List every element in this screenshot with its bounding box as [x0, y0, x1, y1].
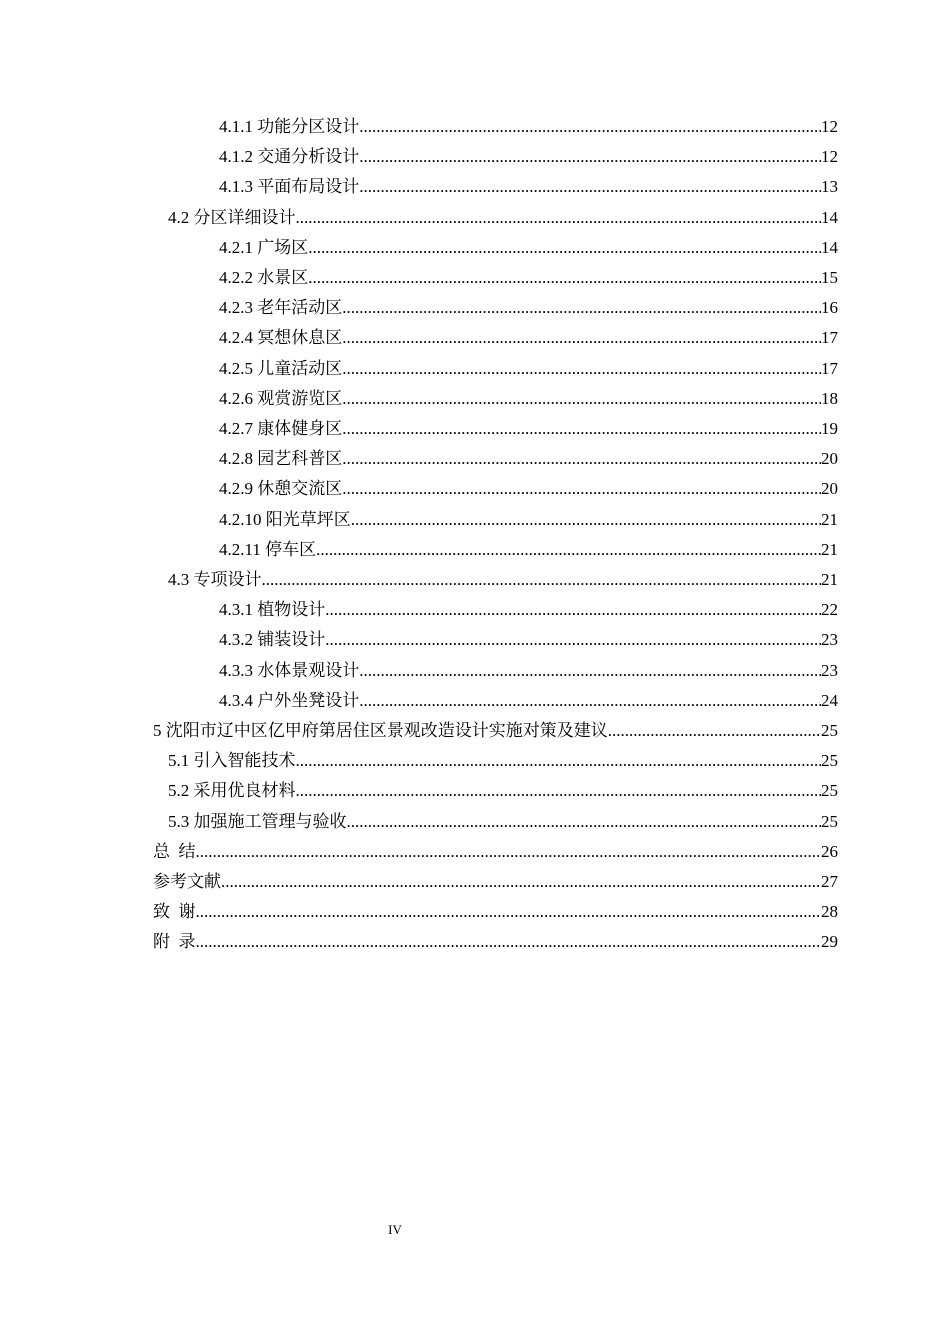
toc-leader-dots	[325, 625, 821, 655]
toc-leader-dots	[296, 203, 822, 233]
toc-leader-dots	[359, 142, 821, 172]
toc-entry-title: 4.2.4 冥想休息区	[219, 328, 343, 348]
toc-entry-title: 4.2.6 观赏游览区	[219, 388, 343, 408]
toc-entry-title: 附 录	[153, 932, 196, 952]
toc-entry-page: 25	[821, 811, 838, 831]
toc-entry[interactable]	[219, 505, 838, 535]
toc-leader-dots	[308, 233, 821, 263]
toc-entry-page: 23	[821, 660, 838, 680]
toc-entry-page: 24	[821, 690, 838, 710]
toc-entry-title: 4.3.2 铺装设计	[219, 630, 326, 650]
toc-entry[interactable]	[219, 263, 838, 293]
toc-leader-dots	[347, 807, 822, 837]
toc-entry[interactable]	[219, 233, 838, 263]
toc-entry[interactable]	[153, 716, 838, 746]
toc-entry-title: 4.2 分区详细设计	[168, 207, 296, 227]
toc-leader-dots	[359, 172, 821, 202]
toc-leader-dots	[325, 595, 821, 625]
toc-entry[interactable]	[168, 776, 838, 806]
toc-entry-page: 22	[821, 600, 838, 620]
toc-entry-title: 5.2 采用优良材料	[168, 781, 296, 801]
toc-entry-title: 4.3.1 植物设计	[219, 600, 326, 620]
toc-entry-page: 20	[821, 449, 838, 469]
toc-entry-title: 4.2.8 园艺科普区	[219, 449, 343, 469]
toc-entry-page: 17	[821, 328, 838, 348]
page-number: IV	[388, 1222, 402, 1237]
toc-entry-page: 27	[821, 872, 838, 891]
toc-entry[interactable]	[168, 807, 838, 837]
toc-entry-page: 12	[821, 117, 838, 136]
toc-entry[interactable]	[153, 837, 838, 867]
toc-entry-title: 4.1.1 功能分区设计	[219, 117, 360, 136]
toc-leader-dots	[608, 716, 821, 746]
toc-entry[interactable]	[153, 867, 838, 897]
toc-entry-page: 21	[821, 539, 838, 559]
toc-leader-dots	[316, 535, 821, 565]
toc-leader-dots	[359, 656, 821, 686]
toc-entry-page: 21	[821, 509, 838, 529]
toc-entry-page: 20	[821, 479, 838, 499]
toc-leader-dots	[342, 323, 821, 353]
toc-leader-dots	[296, 746, 822, 776]
toc-entry[interactable]	[219, 142, 838, 172]
toc-leader-dots	[296, 776, 822, 806]
toc-leader-dots	[342, 414, 821, 444]
toc-entry[interactable]	[219, 172, 838, 202]
toc-leader-dots	[342, 354, 821, 384]
toc-entry[interactable]	[219, 444, 838, 474]
toc-entry-title: 4.3.4 户外坐凳设计	[219, 690, 360, 710]
toc-entry[interactable]	[219, 686, 838, 716]
toc-entry-title: 5.1 引入智能技术	[168, 751, 296, 771]
toc-entry-page: 14	[821, 237, 838, 257]
toc-leader-dots	[262, 565, 822, 595]
toc-entry-title: 致 谢	[153, 902, 196, 922]
toc-entry-title: 总 结	[153, 841, 196, 861]
toc-entry-page: 19	[821, 419, 838, 438]
toc-leader-dots	[308, 263, 821, 293]
toc-entry-title: 4.2.1 广场区	[219, 237, 309, 257]
toc-entry-title: 4.2.10 阳光草坪区	[219, 509, 351, 529]
toc-entry-page: 25	[821, 721, 838, 740]
toc-entry-title: 4.3.3 水体景观设计	[219, 660, 360, 680]
toc-entry-page: 23	[821, 630, 838, 650]
toc-entry-page: 18	[821, 388, 838, 408]
toc-leader-dots	[221, 867, 821, 897]
toc-leader-dots	[342, 384, 821, 414]
toc-entry[interactable]	[219, 414, 838, 444]
toc-entry[interactable]	[153, 897, 838, 927]
toc-leader-dots	[196, 927, 822, 957]
toc-entry-page: 17	[821, 358, 838, 378]
toc-leader-dots	[196, 837, 822, 867]
toc-entry-title: 5.3 加强施工管理与验收	[168, 811, 347, 831]
toc-entry[interactable]	[168, 203, 838, 233]
toc-leader-dots	[342, 444, 821, 474]
toc-leader-dots	[351, 505, 821, 535]
toc-entry-page: 12	[821, 147, 838, 167]
toc-leader-dots	[196, 897, 822, 927]
toc-entry[interactable]	[219, 354, 838, 384]
toc-entry[interactable]	[153, 927, 838, 957]
toc-entry-title: 参考文献	[153, 872, 221, 891]
toc-entry[interactable]	[219, 474, 838, 504]
toc-entry-page: 16	[821, 298, 838, 318]
toc-entry[interactable]	[168, 746, 838, 776]
toc-entry[interactable]	[219, 384, 838, 414]
toc-entry-page: 29	[821, 932, 838, 952]
toc-entry-title: 4.2.5 儿童活动区	[219, 358, 343, 378]
toc-entry[interactable]	[219, 625, 838, 655]
toc-entry[interactable]	[219, 112, 838, 142]
toc-entry-title: 4.1.3 平面布局设计	[219, 177, 360, 197]
toc-entry-title: 4.2.11 停车区	[219, 539, 317, 559]
toc-entry[interactable]	[219, 656, 838, 686]
toc-entry-title: 4.2.2 水景区	[219, 268, 309, 287]
toc-entry-title: 4.2.3 老年活动区	[219, 298, 343, 318]
toc-entry-title: 4.3 专项设计	[168, 570, 262, 589]
toc-entry-title: 5 沈阳市辽中区亿甲府第居住区景观改造设计实施对策及建议	[153, 721, 608, 740]
toc-entry-page: 25	[821, 751, 838, 771]
toc-entry-page: 15	[821, 268, 838, 287]
toc-entry[interactable]	[219, 293, 838, 323]
toc-entry-title: 4.1.2 交通分析设计	[219, 147, 360, 167]
toc-entry-page: 28	[821, 902, 838, 922]
toc-entry-page: 25	[821, 781, 838, 801]
toc-leader-dots	[359, 112, 821, 142]
toc-entry-title: 4.2.9 休憩交流区	[219, 479, 343, 499]
toc-entry[interactable]	[219, 535, 838, 565]
toc-entry-page: 21	[821, 570, 838, 589]
toc-entry[interactable]	[168, 565, 838, 595]
toc-entry-page: 14	[821, 207, 838, 227]
toc-entry[interactable]	[219, 595, 838, 625]
toc-entry-page: 13	[821, 177, 838, 197]
toc-leader-dots	[342, 474, 821, 504]
toc-entry-page: 26	[821, 841, 838, 861]
toc-leader-dots	[359, 686, 821, 716]
toc-entry-title: 4.2.7 康体健身区	[219, 419, 343, 438]
toc-leader-dots	[342, 293, 821, 323]
toc-entry[interactable]	[219, 323, 838, 353]
